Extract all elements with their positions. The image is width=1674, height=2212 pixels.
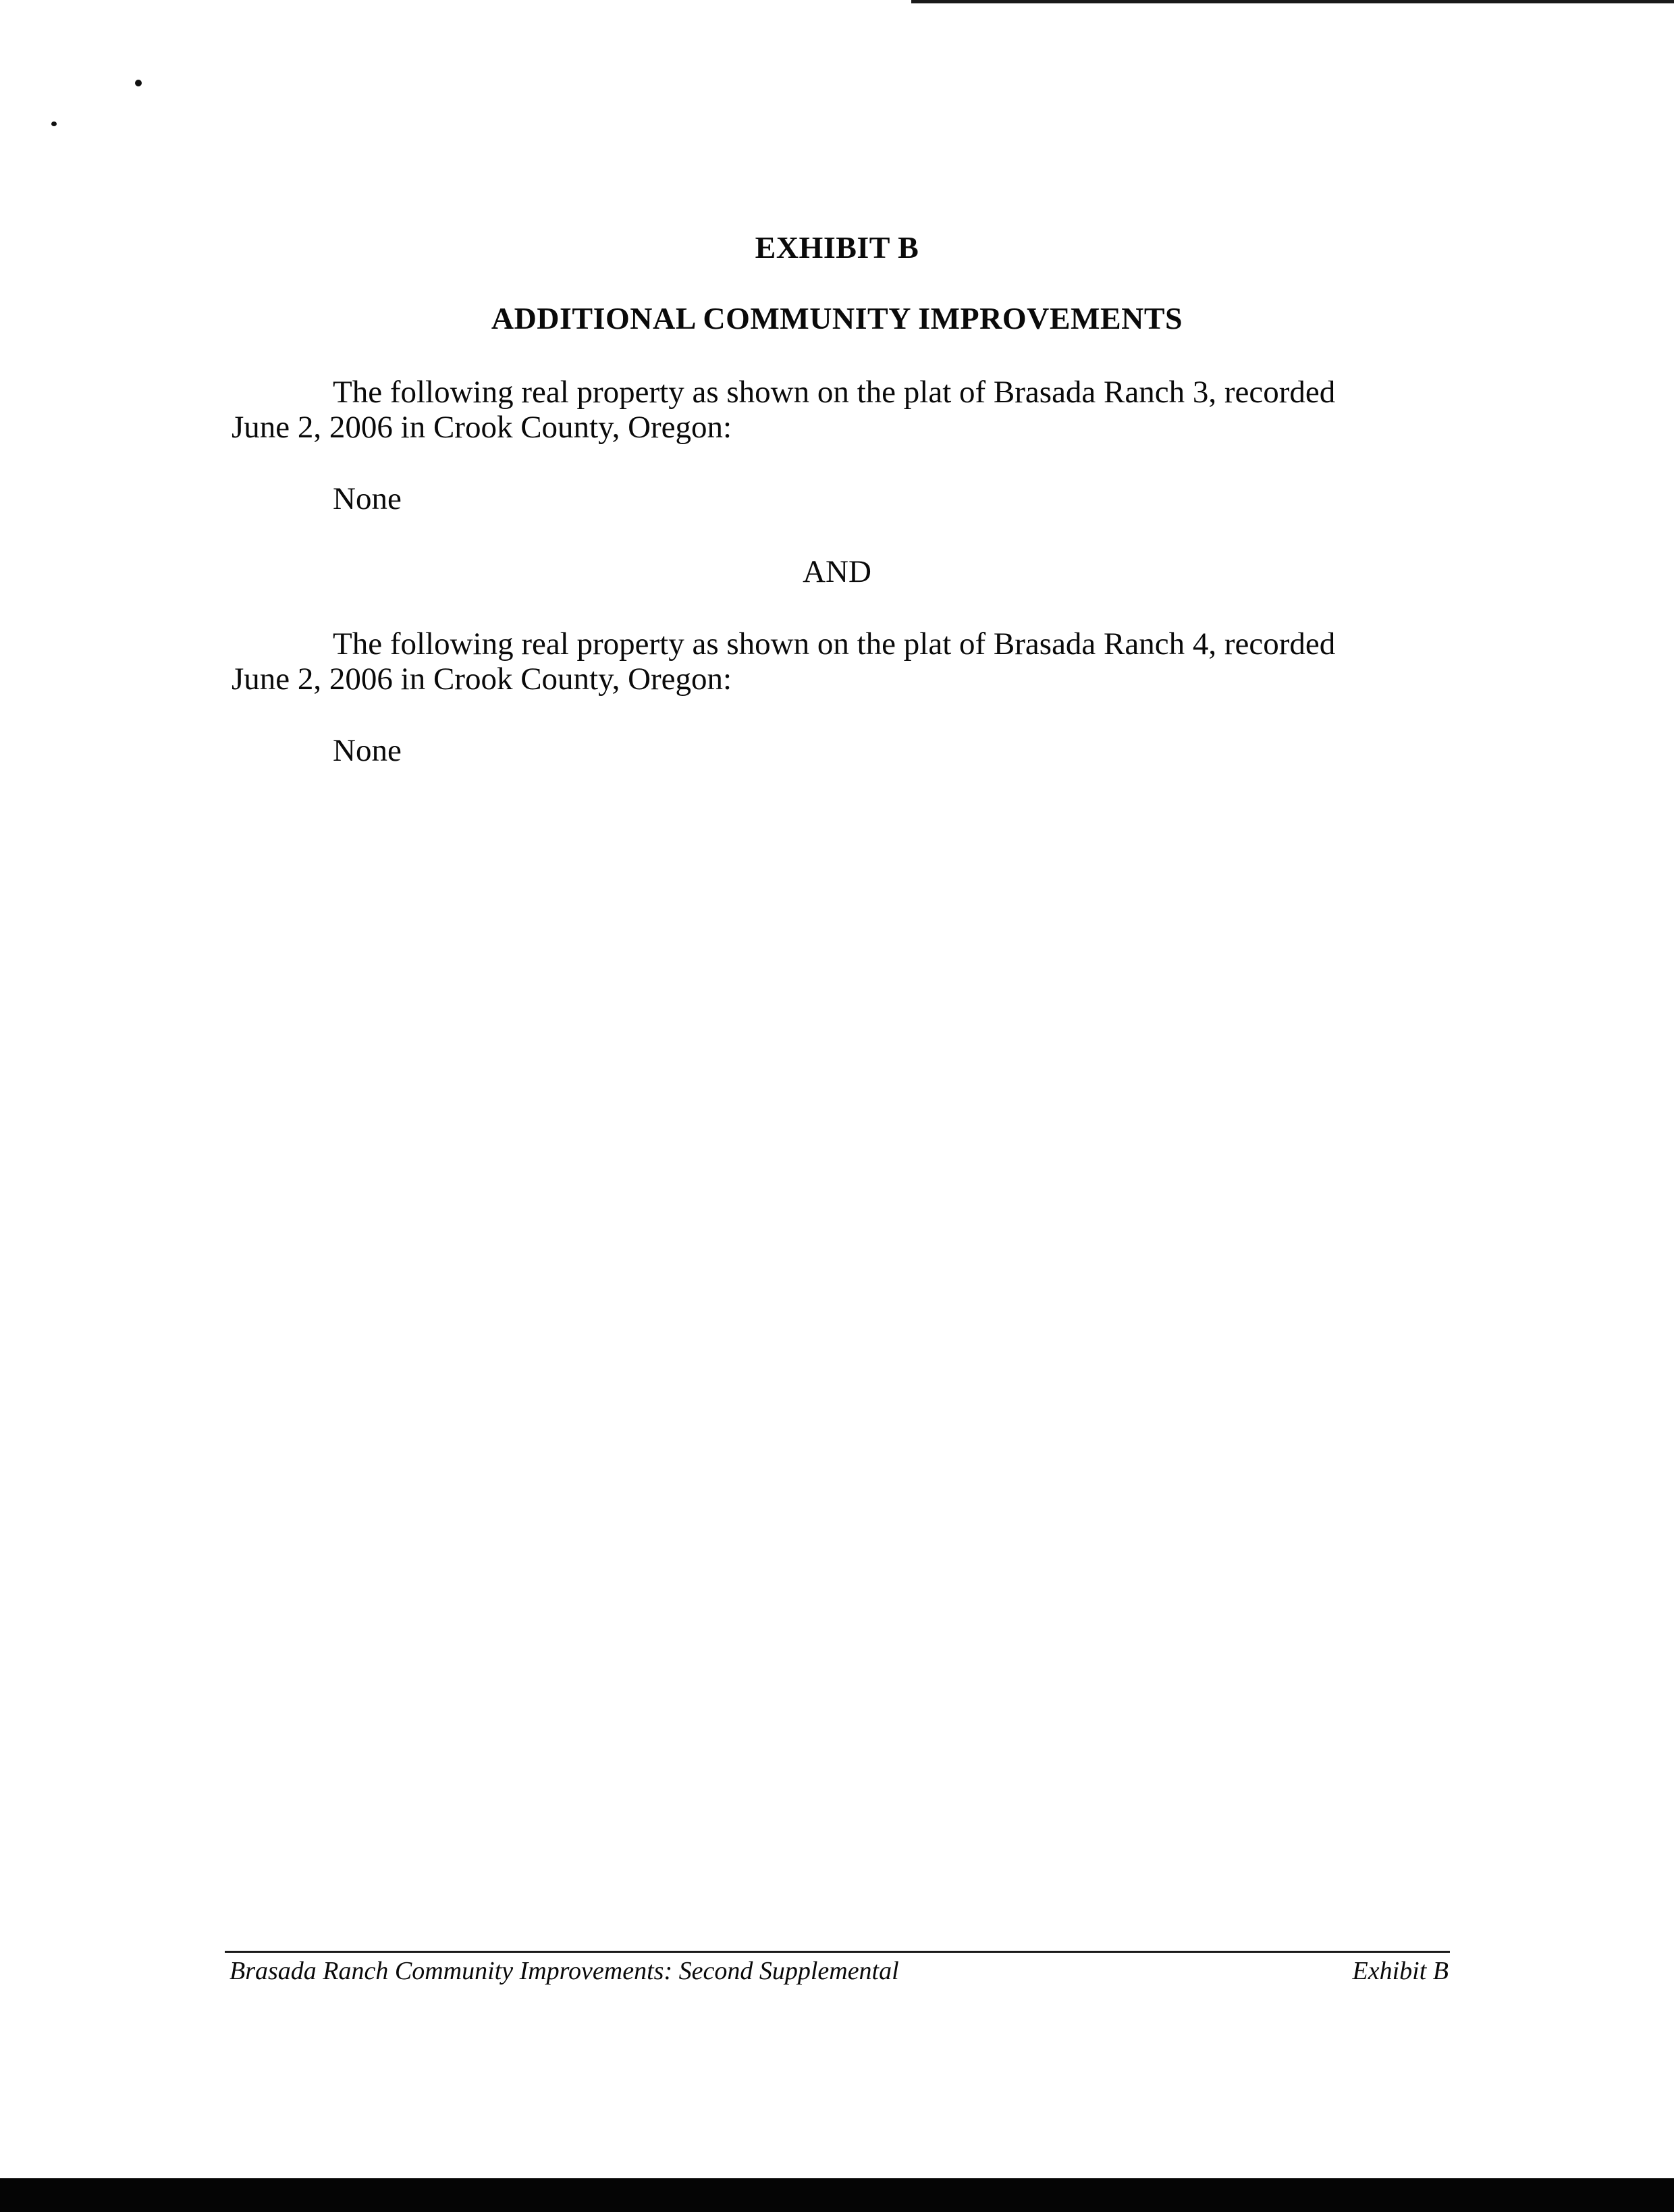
scan-speck [51, 122, 57, 126]
footer-document-title: Brasada Ranch Community Improvements: Second Supplemental [230, 1957, 899, 1985]
section-separator: AND [803, 554, 871, 589]
footer-divider [225, 1951, 1450, 1953]
exhibit-subtitle: ADDITIONAL COMMUNITY IMPROVEMENTS [491, 301, 1183, 335]
scan-bottom-edge [0, 2178, 1674, 2212]
paragraph-line: The following real property as shown on the plat of Brasada Ranch 3, recorded [333, 375, 1336, 410]
property-paragraph-ranch-3 [232, 375, 1406, 445]
scan-edge-line [911, 0, 1674, 3]
footer-exhibit-label: Exhibit B [1352, 1957, 1449, 1985]
exhibit-title: EXHIBIT B [755, 230, 919, 265]
paragraph-line: June 2, 2006 in Crook County, Oregon: [232, 410, 732, 445]
paragraph-line: June 2, 2006 in Crook County, Oregon: [232, 662, 732, 697]
property-value-ranch-3: None [333, 481, 402, 516]
paragraph-line: The following real property as shown on the plat of Brasada Ranch 4, recorded [333, 626, 1336, 662]
property-value-ranch-4: None [333, 733, 402, 768]
property-paragraph-ranch-4 [232, 626, 1406, 697]
scan-speck [135, 80, 142, 86]
